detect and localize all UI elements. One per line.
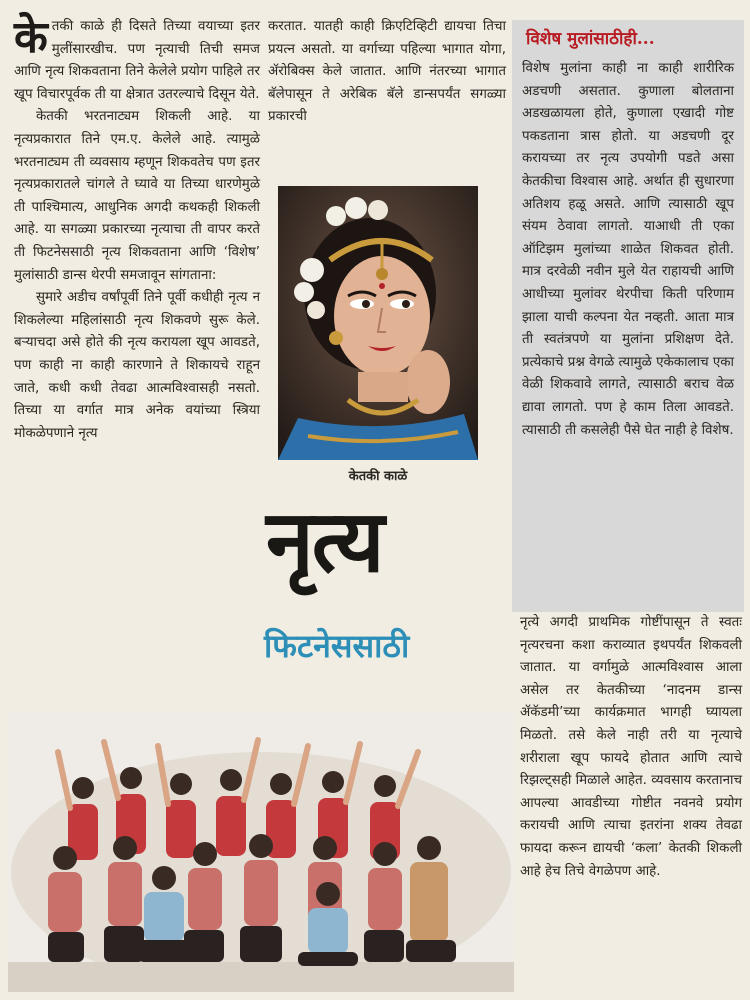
group-dance-photo: [8, 712, 514, 992]
headline-subtitle: फिटनेससाठी: [264, 627, 410, 665]
portrait-illustration: [278, 186, 478, 460]
paragraph-text: तकी काळे ही दिसते तिच्या वयाच्या इतर मुलींसारखीच. पण नृत्याची तिची समज आणि नृत्य शिकवताना तिने केलेले प्रयोग पाहिले तर खूप विचारपूर्वक ती या क्षेत्रात उतरल्याचे दिसून येते.: [14, 19, 260, 102]
article-paragraph-4: करतात. यातही काही क्रिएटिव्हिटी द्यायचा तिचा प्रयत्न असतो. या वर्गाच्या पहिल्या भागात योगा, ॲरोबिक्स केले जातात. आणि नंतरच्या भागात बॅलेपासून ते अरेबिक बॅले डान्सपर्यंत सगळ्या प्रकारची: [268, 19, 506, 125]
article-column-2: [268, 16, 506, 129]
sidebar-box: [512, 20, 744, 612]
article-paragraph-5: नृत्ये अगदी प्राथमिक गोष्टींपासून ते स्वतः नृत्यरचना कशा कराव्यात इथपर्यंत शिकवली जातात. या वर्गामुळे आत्मविश्वास आला असेल तर केतकीच्या ‘नादनम डान्स ॲकॅडमी’च्या कार्यक्रमात भागही घ्यायला मिळतो. तसे केले नाही तरी या नृत्याचे शरीराला खूप फायदे होतात आणि त्याचे रिझल्ट्सही मिळाले आहेत. व्यवसाय करतानाच आपल्या आवडीच्या गोष्टीत नवनवे प्रयोग करायची आणि त्याचा इतरांना शक्य तेवढा फायदा करून द्यायची ‘कला’ केतकी शिकली आहे हेच तिचे वेगळेपण आहे.: [520, 615, 742, 879]
group-dance-illustration: [8, 712, 514, 992]
portrait-caption: केतकी काळे: [348, 469, 408, 484]
sidebar-body: विशेष मुलांना काही ना काही शारीरिक अडचणी असतात. कुणाला बोलताना अडखळायला होते, कुणाला एखादी गोष्ट पकडताना त्रास होतो. या अडचणी दूर करायच्या तर नृत्य उपयोगी पडते असा केतकीचा विश्वास आहे. अर्थात ही सुधारणा अतिशय हळू असते. आणि त्यासाठी खूप संयम ठेवावा लागतो. याआधी ती एका ऑटिझम मुलांच्या शाळेत शिकवत होती. मात्र दरवेळी नवीन मुले येत राहायची आणि आधीच्या मुलांवर थेरपीचा किती परिणाम झाला याची कल्पना येत नव्हती. आता मात्र ती स्वतंत्रपणे या मुलांना प्रशिक्षण देते. प्रत्येकाचे प्रश्न वेगळे त्यामुळे एकेकालाच एका वेळी शिकवावे लागते, त्यासाठी बराच वेळ द्यावा लागतो. पण हे काम तिला आवडते. त्यासाठी ती कसलेही पैसे घेत नाही हे विशेष.: [522, 61, 735, 438]
article-column-1: [14, 12, 260, 445]
sidebar-title: विशेष मुलांसाठीही...: [526, 29, 655, 49]
article-paragraph-3: सुमारे अडीच वर्षांपूर्वी तिने पूर्वी कधीही नृत्य न शिकलेल्या महिलांसाठी नृत्य शिकवणे सुरू केले. बऱ्याचदा असे होते की नृत्य करायला खूप आवडते, पण काही ना काही कारणाने ते शिकायचे राहून जाते, कधी कधी तेवढा आत्मविश्वासही नसतो. तिच्या या वर्गात मात्र अनेक वयांच्या स्त्रिया मोकळेपणाने नृत्य: [14, 290, 260, 441]
article-column-3: [520, 612, 742, 883]
portrait-photo: [278, 186, 478, 460]
headline-main: नृत्य: [266, 491, 383, 592]
article-paragraph-2: केतकी भरतनाट्यम शिकली आहे. या नृत्यप्रकारात तिने एम.ए. केलेले आहे. त्यामुळे भरतनाट्यम ती व्यवसाय म्हणून शिकवतेच पण इतर नृत्यप्रकारातले चांगले ते घ्यावे या तिच्या धारणेमुळे ती पाश्चिमात्य, आधुनिक अगदी कथकही शिकली आहे. या सगळ्या प्रकारच्या नृत्याचा ती वापर करते ती फिटनेससाठी नृत्य शिकवताना आणि ‘विशेष’ मुलांसाठी डान्स थेरपी समजावून सांगताना:: [14, 109, 260, 283]
drop-cap: के: [14, 12, 48, 63]
article-paragraph-1: [14, 12, 260, 106]
